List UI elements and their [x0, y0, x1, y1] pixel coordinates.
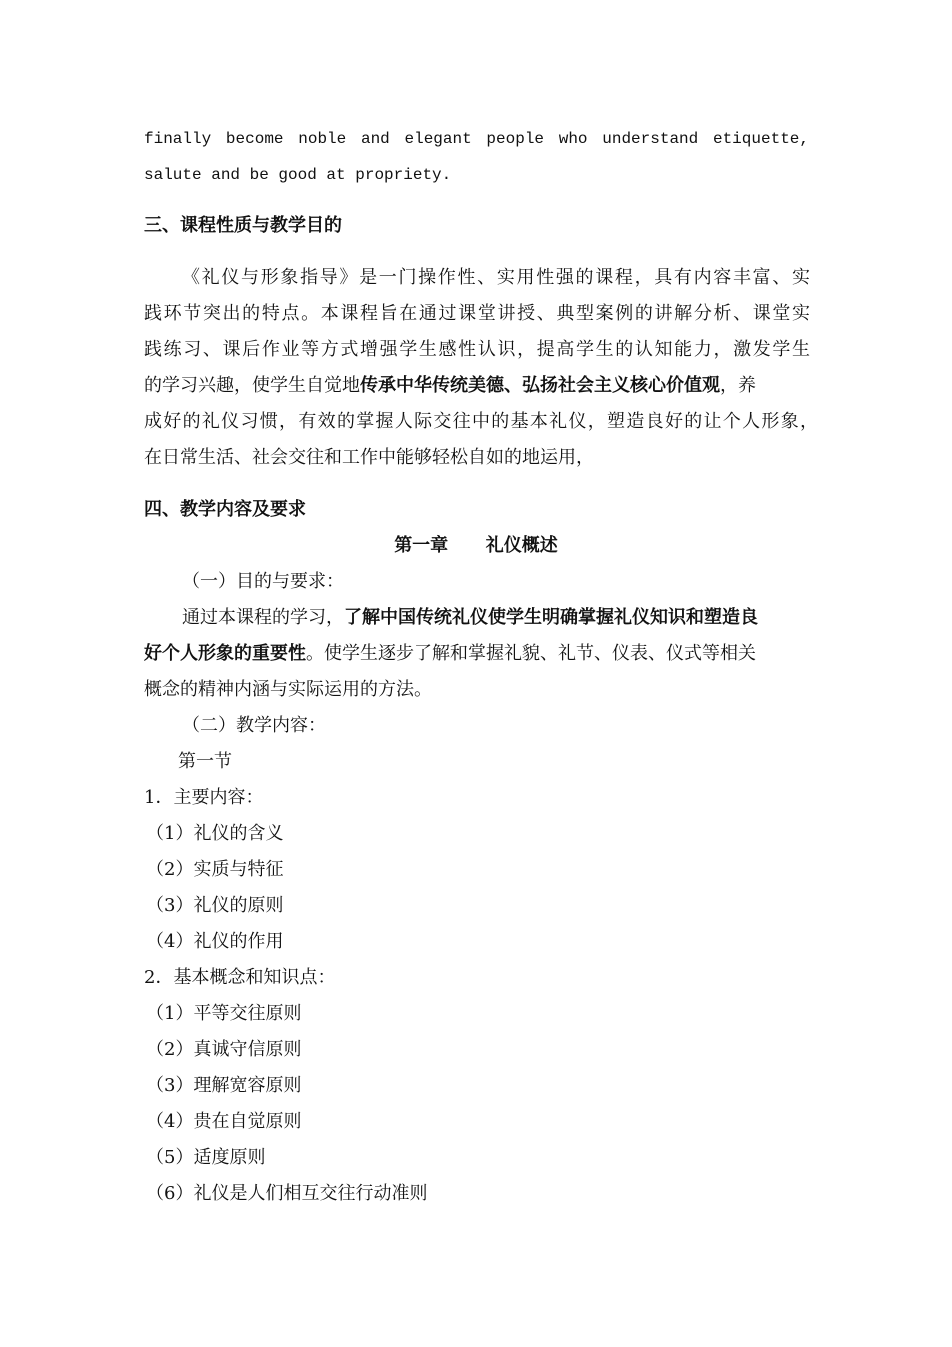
section-3-line-2: 践环节突出的特点。本课程旨在通过课堂讲授、典型案例的讲解分析、课堂实	[144, 303, 810, 324]
section-3-line-4	[144, 374, 756, 398]
objectives-text-2: 。使学生逐步了解和掌握礼貌、礼节、仪表、仪式等相关	[306, 643, 756, 664]
objectives-emphasis-b: 好个人形象的重要性	[144, 643, 306, 664]
section-3-line-5: 成好的礼仪习惯，有效的掌握人际交往中的基本礼仪，塑造良好的让个人形象，	[144, 411, 818, 432]
objectives-emphasis-a: 了解中国传统礼仪使学生明确掌握礼仪知识和塑造良	[344, 607, 758, 628]
chapter-title: 第一章 礼仪概述	[394, 535, 558, 556]
subheading-objectives: （一）目的与要求：	[182, 571, 344, 592]
objectives-line-2	[144, 642, 756, 666]
list-item: （3）理解宽容原则	[146, 1075, 302, 1096]
list-item: （4）礼仪的作用	[146, 931, 284, 952]
list-item: （6）礼仪是人们相互交往行动准则	[146, 1183, 428, 1204]
section-3-line-4-text: 的学习兴趣，使学生自觉地	[144, 375, 360, 396]
list-item: （2）实质与特征	[146, 859, 284, 880]
list-item: （1）平等交往原则	[146, 1003, 302, 1024]
concepts-heading: 2．基本概念和知识点：	[144, 967, 336, 988]
section-3-heading: 三、课程性质与教学目的	[144, 215, 342, 236]
section-label: 第一节	[178, 751, 232, 772]
section-3-line-6: 在日常生活、社会交往和工作中能够轻松自如的地运用，	[144, 447, 594, 468]
subheading-content: （二）教学内容：	[182, 715, 326, 736]
list-item: （2）真诚守信原则	[146, 1039, 302, 1060]
english-text-line-2: salute and be good at propriety.	[144, 166, 452, 184]
list-item: （5）适度原则	[146, 1147, 266, 1168]
list-item: （4）贵在自觉原则	[146, 1111, 302, 1132]
list-item: （3）礼仪的原则	[146, 895, 284, 916]
section-3-line-3: 践练习、课后作业等方式增强学生感性认识，提高学生的认知能力，激发学生	[144, 339, 810, 360]
section-4-heading: 四、教学内容及要求	[144, 499, 306, 520]
objectives-line-3: 概念的精神内涵与实际运用的方法。	[144, 679, 432, 700]
objectives-line-1	[182, 606, 758, 630]
section-3-line-1: 《礼仪与形象指导》是一门操作性、实用性强的课程，具有内容丰富、实	[182, 267, 810, 288]
section-3-line-4-end: ，养	[720, 375, 756, 396]
list-item: （1）礼仪的含义	[146, 823, 284, 844]
section-3-emphasis: 传承中华传统美德、弘扬社会主义核心价值观	[360, 375, 720, 396]
objectives-text: 通过本课程的学习，	[182, 607, 344, 628]
english-text-line-1: finally become noble and elegant people who understand etiquette,	[144, 130, 809, 148]
main-content-heading: 1．主要内容：	[144, 787, 264, 808]
